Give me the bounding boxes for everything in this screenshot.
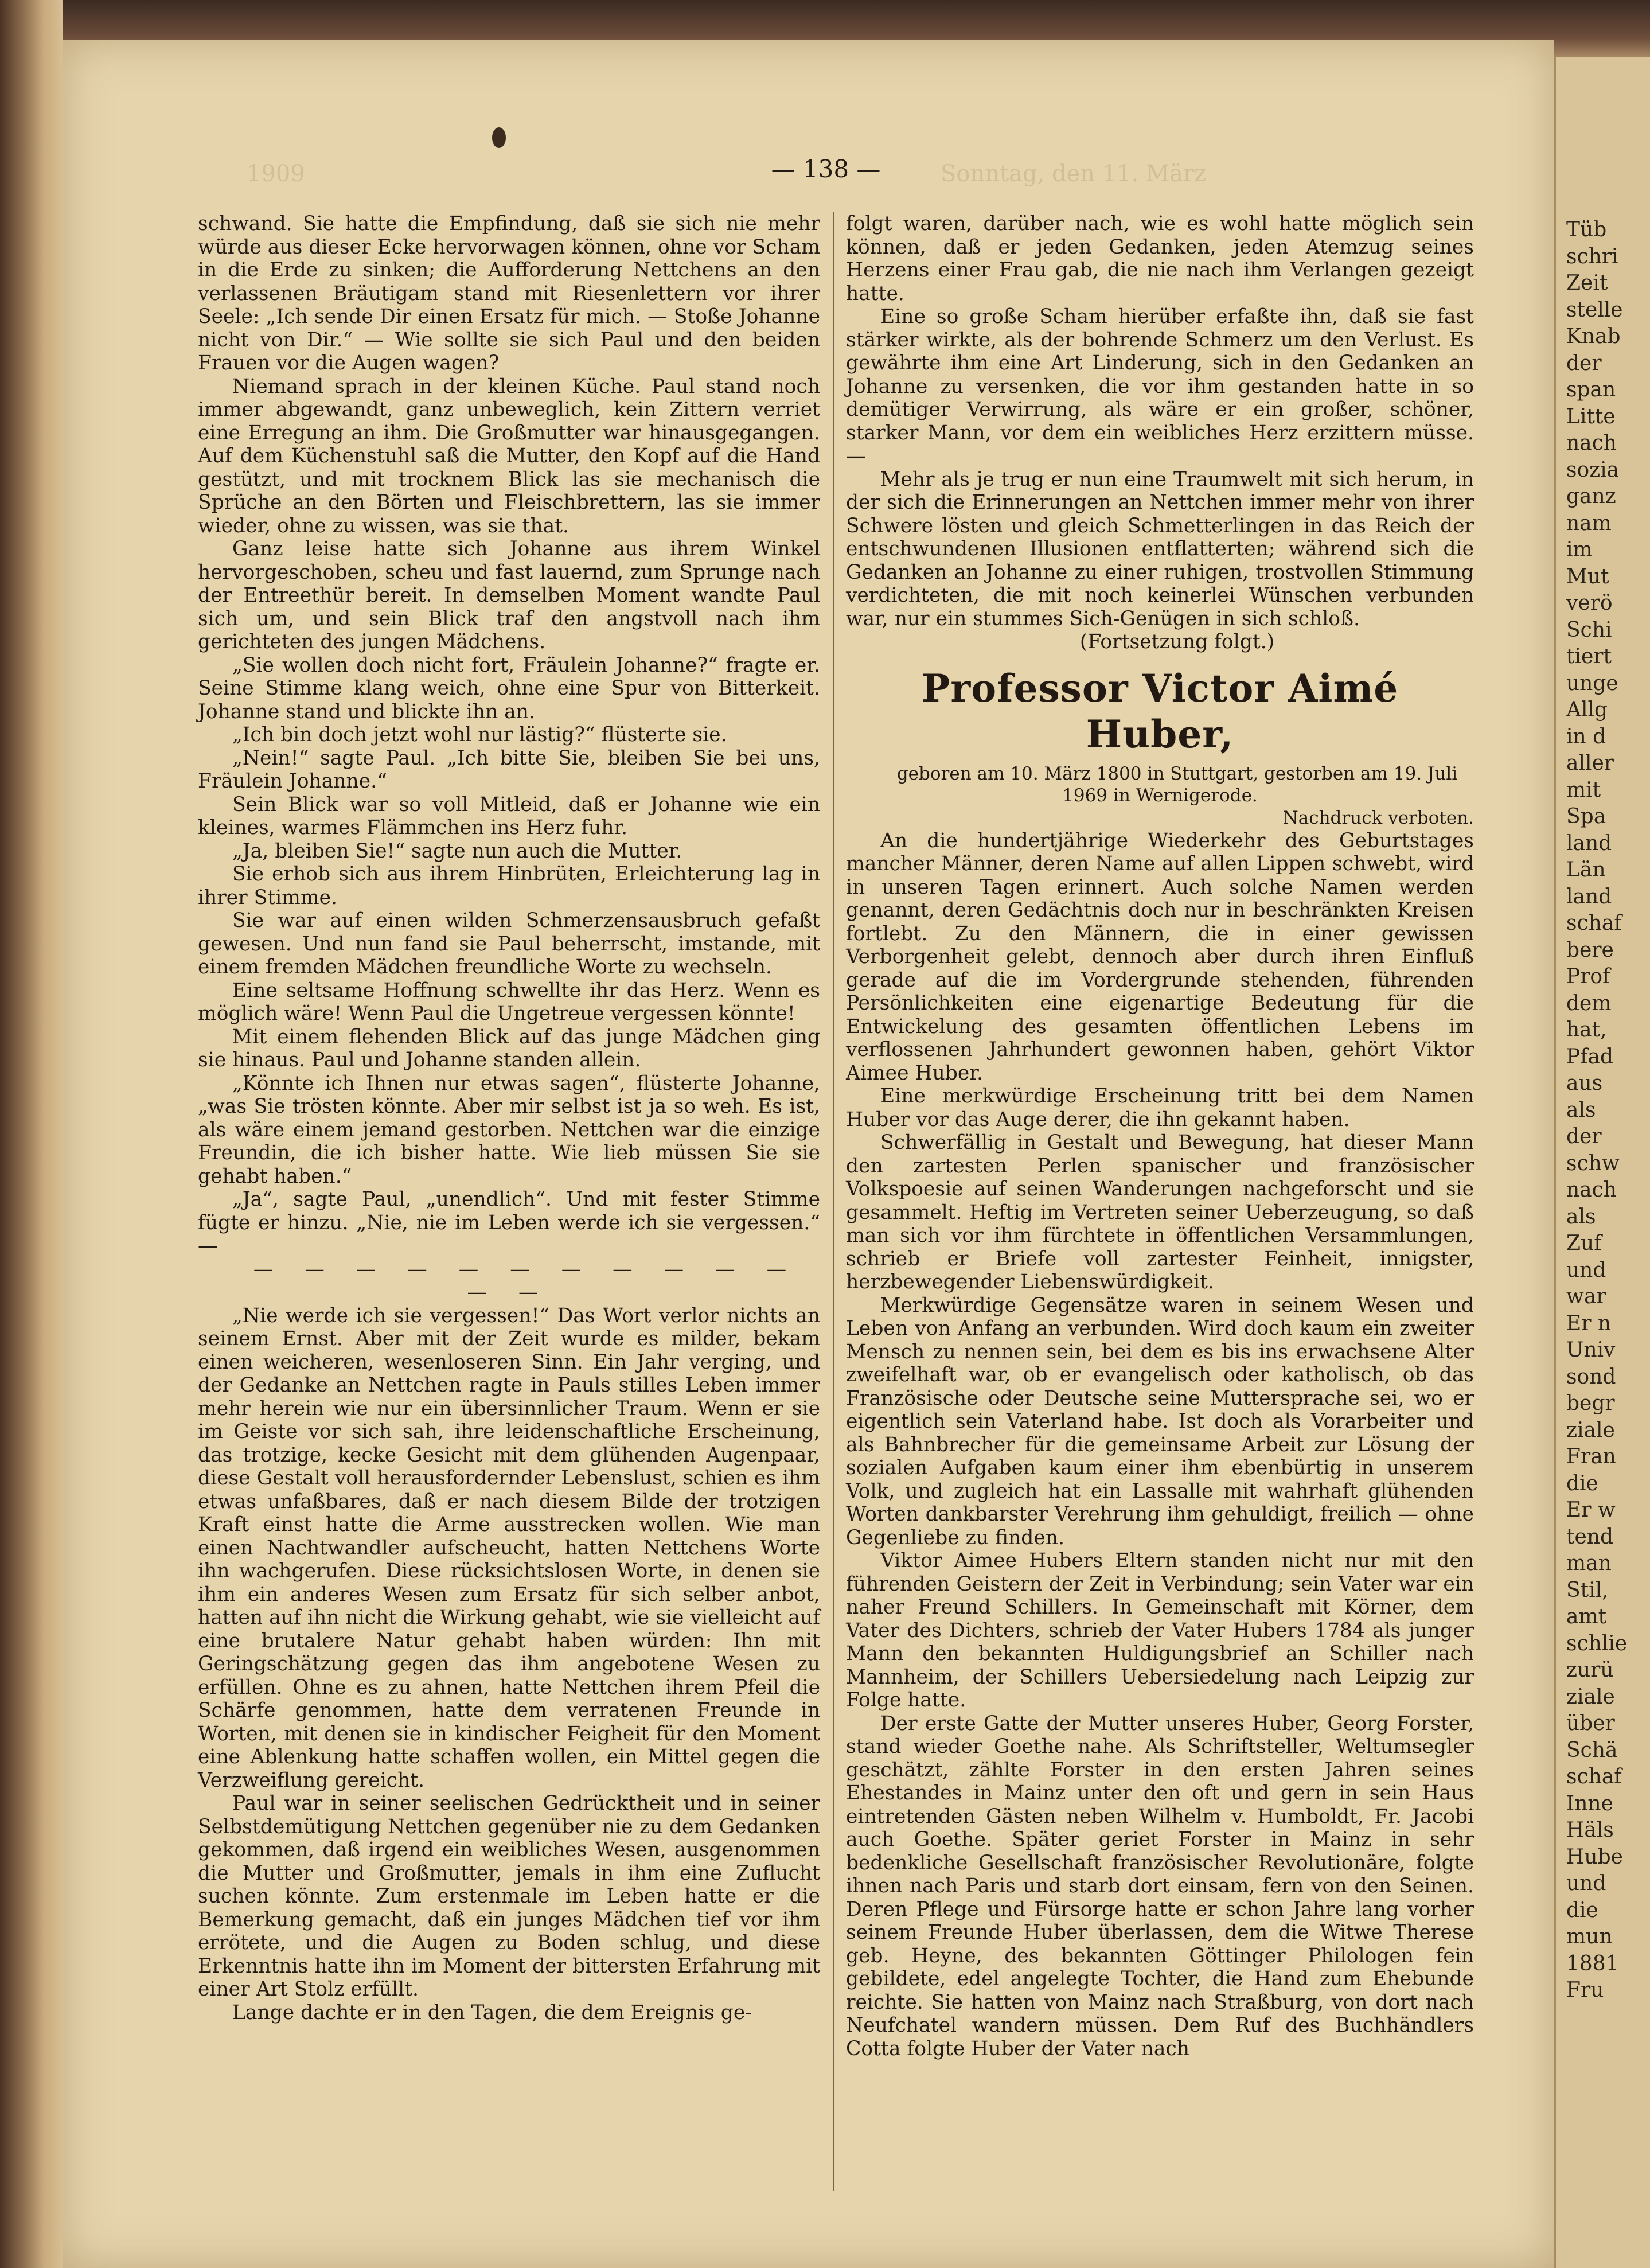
page-number: — 138 — <box>771 155 881 183</box>
adjacent-page-fragment: aller <box>1566 751 1614 775</box>
book-page-edges <box>0 0 63 2268</box>
adjacent-page-fragment: Mut <box>1566 564 1609 589</box>
right-column <box>846 212 1474 2060</box>
adjacent-page-fragment: sozia <box>1566 458 1620 482</box>
section-separator: — — — — — — — — — — — — — <box>253 1257 799 1304</box>
paragraph: Lange dachte er in den Tagen, die dem Ereignis ge- <box>232 2001 752 2024</box>
adjacent-page-fragment: Tüb <box>1566 218 1607 241</box>
paragraph: schwand. Sie hatte die Empfindung, daß sie sich nie mehr würde aus dieser Ecke hervorwagen können, ohne vor Scham in die Erde zu sinken; die Aufforderung Nettchens an den verlassenen Bräutigam stand mit Riesenlettern vor ihrer Seele: „Ich sende Dir einen Ersatz für mich. — Stoße Johanne nicht von Dir.“ — Wie sollte sie sich Paul und den beiden Frauen vor die Augen wagen? <box>198 212 820 375</box>
column-divider <box>833 212 834 2191</box>
adjacent-page-fragment: span <box>1566 378 1616 402</box>
adjacent-page-fragment: dem <box>1566 991 1612 1015</box>
paragraph: „Ich bin doch jetzt wohl nur lästig?“ flüsterte sie. <box>232 723 727 746</box>
paragraph: „Könnte ich Ihnen nur etwas sagen“, flüsterte Johanne, „was Sie trösten könnte. Aber mir selbst ist ja so weh. Es ist, als wäre einem jemand gestorben. Nettchen war die einzige Freundin, die ich bisher hatte. Wie lieb müssen Sie sie gehabt haben.“ <box>198 1071 820 1188</box>
adjacent-page-fragment: Zuf <box>1566 1232 1602 1255</box>
paragraph: „Ja“, sagte Paul, „unendlich“. Und mit fester Stimme fügte er hinzu. „Nie, nie im Leben werde ich sie vergessen.“ — <box>198 1188 820 1257</box>
adjacent-page-fragment: über <box>1566 1712 1615 1735</box>
adjacent-page-fragment: nach <box>1566 431 1617 455</box>
paragraph: Eine so große Scham hierüber erfaßte ihn, daß sie fast stärker wirkte, als der bohrende Schmerz um den Verlust. Es gewährte ihm eine Art Linderung, sich in den Gedanken an Johanne zu versenken, die vor ihm gestanden hatte in so demütiger Verwirrung, als wäre er ein großer, schöner, starker Mann, vor dem ein weibliches Herz erzittern müsse. — <box>846 305 1474 467</box>
adjacent-page-fragment: Hube <box>1566 1845 1623 1869</box>
adjacent-page-fragment: Er w <box>1566 1498 1616 1522</box>
paragraph: Eine merkwürdige Erscheinung tritt bei dem Namen Huber vor das Auge derer, die ihn gekannt haben. <box>846 1085 1474 1131</box>
adjacent-page-fragment: hat, <box>1566 1018 1607 1042</box>
adjacent-page-fragment: land <box>1566 884 1612 909</box>
reprint-notice: Nachdruck verboten. <box>1282 807 1474 828</box>
adjacent-page-fragment: nam <box>1566 511 1612 535</box>
adjacent-page-fragment: Inne <box>1566 1791 1613 1815</box>
adjacent-page-fragment: der <box>1566 1125 1602 1148</box>
adjacent-page-fragment: Stil, <box>1566 1578 1609 1602</box>
adjacent-page-fragment: Litte <box>1566 404 1616 428</box>
adjacent-page-fragment: begr <box>1566 1392 1615 1415</box>
adjacent-page-fragment: ziale <box>1566 1418 1615 1442</box>
adjacent-page-fragment: Allg <box>1566 698 1608 722</box>
adjacent-page-fragment: Fru <box>1566 1978 1604 2002</box>
article-title: Professor Victor Aimé Huber, <box>921 665 1399 757</box>
adjacent-page-fragment: unge <box>1566 671 1618 695</box>
continuation-note: (Fortsetzung folgt.) <box>1079 630 1275 653</box>
paragraph: Merkwürdige Gegensätze waren in seinem Wesen und Leben von Anfang an verbunden. Wird doch kaum ein zweiter Mensch zu nennen sein, bei dem es bis ins erwachsene Alter zweifelhaft war, ob er evangelisch oder katholisch, ob das Französische oder Deutsche seine Muttersprache sei, wo er eigentlich sein Vaterland habe. Ist doch als Vorarbeiter und als Bahnbrecher für die gemeinsame Arbeit zur Lösung der sozialen Aufgaben kaum einer ihm ebenbürtig in unserem Volk, und zugleich hat ein Lassalle mit wahrhaft glühenden Worten dankbarster Verehrung ihm gehuldigt, freilich — ohne Gegenliebe zu finden. <box>846 1293 1474 1549</box>
adjacent-page-fragment: Knab <box>1566 325 1621 348</box>
adjacent-page-fragment: die <box>1566 1898 1598 1922</box>
adjacent-page-fragment: und <box>1566 1872 1606 1895</box>
paragraph: „Ja, bleiben Sie!“ sagte nun auch die Mutter. <box>232 839 682 863</box>
paragraph: „Nie werde ich sie vergessen!“ Das Wort verlor nichts an seinem Ernst. Aber mit der Zeit wurde es milder, bekam einen weicheren, wesenloseren Sinn. Ein Jahr verging, und der Gedanke an Nettchen ragte in Pauls stilles Leben immer mehr herein wie nur ein übersinnlicher Traum. Wenn er sie im Geiste vor sich sah, ihre leidenschaftliche Erscheinung, das trotzige, kecke Gesicht mit dem glühenden Augenpaar, diese Gestalt voll herausfordernder Lebenslust, schien es ihm etwas unfaßbares, daß er nach diesem Bilde der trotzigen Kraft einst hatte die Arme ausstrecken wollen. Wie man einen Nachtwandler aufscheucht, hatten Nettchens Worte ihn wachgerufen. Diese rücksichtslosen Worte, in denen sie ihm ein anderes Wesen zum Ersatz für sich selber anbot, hatten auf ihn nicht die Wirkung gehabt, wie sie vielleicht auf eine brutalere Natur gehabt haben würden: Ihn mit Geringschätzung gegen das ihm angebotene Wesen zu erfüllen. Ohne es zu ahnen, hatte Nettchen ihrem Pfeil die Schärfe genommen, hatte dem verratenen Freunde in Worten, mit denen sie in kindischer Feigheit für den Moment eine Ablenkung hatte schaffen wollen, ein Mittel gegen die Verzweiflung gereicht. <box>198 1304 820 1792</box>
adjacent-page-fragment: man <box>1566 1552 1612 1575</box>
adjacent-page-fragment: land <box>1566 831 1612 855</box>
adjacent-page-fragment: mit <box>1566 778 1601 802</box>
adjacent-page-fragment: schw <box>1566 1151 1620 1175</box>
adjacent-page-fragment: tiert <box>1566 645 1612 668</box>
adjacent-page-fragment: Er n <box>1566 1311 1612 1335</box>
adjacent-page-fragment: Spa <box>1566 805 1606 828</box>
paragraph: „Nein!“ sagte Paul. „Ich bitte Sie, bleiben Sie bei uns, Fräulein Johanne.“ <box>198 746 820 793</box>
adjacent-page-edge <box>1554 57 1650 2268</box>
adjacent-page-fragment: Zeit <box>1566 271 1608 295</box>
adjacent-page-fragment: nach <box>1566 1178 1617 1202</box>
paragraph: Eine seltsame Hoffnung schwellte ihr das Herz. Wenn es möglich wäre! Wenn Paul die Ungetreue vergessen könnte! <box>198 979 820 1025</box>
paragraph: Sein Blick war so voll Mitleid, daß er Johanne wie ein kleines, warmes Flämmchen ins Herz fuhr. <box>198 793 820 839</box>
adjacent-page-fragment: aus <box>1566 1071 1603 1095</box>
paragraph: Mehr als je trug er nun eine Traumwelt mit sich herum, in der sich die Erinnerungen an Nettchen immer mehr von ihrer Schwere lösten und gleich Schmetterlingen in das Reich der entschwundenen Illusionen entflatterten; während sich die Gedanken an Johanne zu einer ruhigen, trostvollen Stimmung verdichteten, die mit noch keinerlei Wünschen verbunden war, nur ein stummes Sich-Genügen in sich schloß. <box>846 467 1474 630</box>
adjacent-page-fragment: war <box>1566 1285 1606 1308</box>
paragraph: Sie erhob sich aus ihrem Hinbrüten, Erleichterung lag in ihrer Stimme. <box>198 863 820 909</box>
adjacent-page-fragment: die <box>1566 1471 1598 1495</box>
adjacent-page-fragment: 1881 <box>1566 1951 1619 1975</box>
paragraph: Der erste Gatte der Mutter unseres Huber, Georg Forster, stand wieder Goethe nahe. Als Schriftsteller, Weltumsegler geschätzt, zählte Forster in den ersten Jahren seines Ehestandes in Mainz unter den oft und gern in sein Haus eintretenden Gästen neben Wilhelm v. Humboldt, Fr. Jacobi auch Goethe. Später geriet Forster in Mainz in sehr bedenkliche Gesellschaft französischer Revolutionäre, folgte ihnen nach Paris und starb dort einsam, fern von den Seinen. Deren Pflege und Fürsorge hatte er schon Jahre lang vorher seinem Freunde Huber überlassen, dem die Witwe Therese geb. Heyne, des bekannten Göttinger Philologen fein gebildete, edel angelegte Tochter, die Hand zum Ehebunde reichte. Sie hatten von Mainz nach Straßburg, von dort nach Neufchatel wandern müssen. Dem Ruf des Buchhändlers Cotta folgte Huber der Vater nach <box>846 1712 1474 2060</box>
adjacent-page-fragment: als <box>1566 1205 1596 1229</box>
adjacent-page-fragment: verö <box>1566 591 1613 615</box>
adjacent-page-fragment: Univ <box>1566 1338 1616 1362</box>
adjacent-page-fragment: tend <box>1566 1525 1614 1549</box>
adjacent-page-fragment: mun <box>1566 1925 1613 1949</box>
paragraph: Viktor Aimee Hubers Eltern standen nicht nur mit den führenden Geistern der Zeit in Verbindung; sein Vater war ein naher Freund Schillers. In Gemeinschaft mit Körner, dem Vater des Dichters, schrieb der Vater Hubers 1784 als junger Mann den bekannten Huldigungsbrief an Schiller nach Mannheim, der Schillers Uebersiedelung nach Leipzig zur Folge hatte. <box>846 1549 1474 1712</box>
show-through-header: Sonntag, den 11. März <box>941 161 1207 187</box>
adjacent-page-fragment: schlie <box>1566 1631 1628 1655</box>
adjacent-page-fragment: und <box>1566 1258 1606 1282</box>
adjacent-page-fragment: Prof <box>1566 965 1610 988</box>
paragraph: Mit einem flehenden Blick auf das junge Mädchen ging sie hinaus. Paul und Johanne standen allein. <box>198 1025 820 1071</box>
adjacent-page-fragment: in d <box>1566 724 1606 749</box>
paragraph: Ganz leise hatte sich Johanne aus ihrem Winkel hervorgeschoben, scheu und fast lauernd, zum Sprunge nach der Entreethür bereit. In demselben Moment wandte Paul sich um, und sein Blick traf den angstvoll nach ihm gerichteten des jungen Mädchens. <box>198 537 820 653</box>
article-subtitle: geboren am 10. März 1800 in Stuttgart, gestorben am 19. Juli 1969 in Wernigerode. <box>896 763 1458 806</box>
adjacent-page-fragment: stelle <box>1566 298 1623 322</box>
adjacent-page-fragment: als <box>1566 1098 1596 1122</box>
adjacent-page-fragment: ganz <box>1566 485 1616 508</box>
adjacent-page-fragment: schri <box>1566 244 1618 268</box>
adjacent-page-fragment: im <box>1566 538 1593 562</box>
paragraph: Paul war in seiner seelischen Gedrücktheit und in seiner Selbstdemütigung Nettchen gegenüber nie zu dem Gedanken gekommen, daß irgend ein weibliches Wesen, ausgenommen die Mutter und Großmutter, jemals in ihm eine Zuflucht suchen könnte. Zum erstenmale im Leben hatte er die Bemerkung gemacht, daß ein junges Mädchen tief vor ihm errötete, und die Augen zu Boden schlug, und diese Erkenntnis hatte ihn im Moment der bittersten Erfahrung mit einer Art Stolz erfüllt. <box>198 1792 820 2001</box>
adjacent-page-fragment: Schä <box>1566 1738 1618 1762</box>
paragraph: Niemand sprach in der kleinen Küche. Paul stand noch immer abgewandt, ganz unbeweglich, kein Zittern verriet eine Erregung an ihm. Die Großmutter war hinausgegangen. Auf dem Küchenstuhl saß die Mutter, den Kopf auf die Hand gestützt, und mit trocknem Blick las sie mechanisch die Sprüche an den Börten und Fleischbrettern, las sie immer wieder, ohne zu wissen, was sie that. <box>198 375 820 537</box>
adjacent-page-fragment: Pfad <box>1566 1045 1614 1069</box>
binding-hole <box>492 127 506 148</box>
adjacent-page-fragment: sond <box>1566 1365 1616 1389</box>
adjacent-page-fragment: schaf <box>1566 911 1622 935</box>
adjacent-page-fragment: der <box>1566 351 1602 375</box>
paragraph: Schwerfällig in Gestalt und Bewegung, hat dieser Mann den zartesten Perlen spanischer und französischer Volkspoesie auf seinen Wanderungen nachgeforscht und sie gesammelt. Heftig im Vertreten seiner Ueberzeugung, so daß man sich vor ihm fürchtete in öffentlichen Versammlungen, schrieb er Briefe voll zartester Feinheit, innigster, herzbewegender Liebenswürdigkeit. <box>846 1131 1474 1293</box>
paragraph: „Sie wollen doch nicht fort, Fräulein Johanne?“ fragte er. Seine Stimme klang weich, ohne eine Spur von Bitterkeit. Johanne stand und blickte ihn an. <box>198 653 820 723</box>
adjacent-page-fragment: amt <box>1566 1605 1607 1628</box>
left-column <box>198 212 820 2024</box>
adjacent-page-fragment: Fran <box>1566 1445 1616 1468</box>
adjacent-page-fragment: bere <box>1566 938 1614 962</box>
adjacent-page-fragment: zurü <box>1566 1658 1614 1682</box>
adjacent-page-fragment: ziale <box>1566 1685 1615 1709</box>
adjacent-page-fragment: schaf <box>1566 1765 1622 1788</box>
adjacent-page-fragment: Häls <box>1566 1818 1614 1842</box>
paragraph: Sie war auf einen wilden Schmerzensausbruch gefaßt gewesen. Und nun fand sie Paul beherrscht, imstande, mit einem fremden Mädchen freundliche Worte zu wechseln. <box>198 909 820 979</box>
adjacent-page-fragment: Län <box>1566 858 1606 882</box>
paragraph: folgt waren, darüber nach, wie es wohl hatte möglich sein können, daß er jeden Gedanken, jeden Atemzug seines Herzens einer Frau gab, die nie nach ihm Verlangen gezeigt hatte. <box>846 212 1474 305</box>
adjacent-page-fragment: Schi <box>1566 618 1612 642</box>
paragraph: An die hundertjährige Wiederkehr des Geburtstages mancher Männer, deren Name auf allen Lippen schwebt, wird in unseren Tagen erinnert. Auch solche Namen werden genannt, deren Gedächtnis doch nur in beschränkten Kreisen fortlebt. Zu den Männern, die in einer gewissen Verborgenheit gelebt, dennoch aber durch ihren Einfluß gerade auf die im Vordergrunde stehenden, führenden Persönlichkeiten eine eigenartige Bedeutung für die Entwickelung des gesamten öffentlichen Lebens im verflossenen Jahrhundert gewonnen haben, gehört Viktor Aimee Huber. <box>846 829 1474 1085</box>
show-through-year: 1909 <box>247 161 305 187</box>
